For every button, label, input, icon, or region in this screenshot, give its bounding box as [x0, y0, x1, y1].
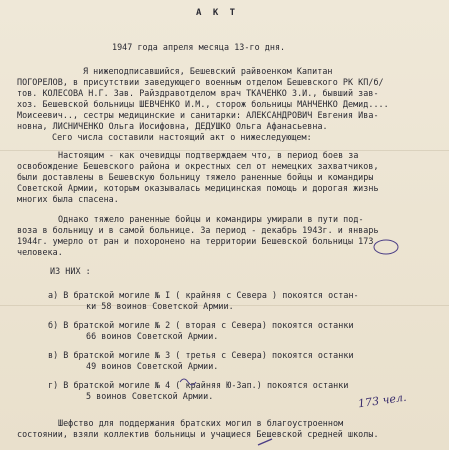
document-line: человека.: [17, 247, 63, 257]
list-heading: ИЗ НИХ :: [50, 266, 91, 276]
document-date-line: 1947 года апреля месяца 13-го дня.: [112, 42, 286, 52]
circle-mark: [374, 240, 398, 254]
document-line: были доставлены в Бешевскую больницу тяжело раненные бойцы и командиры: [17, 172, 374, 182]
document-line: многих была спасена.: [17, 194, 119, 204]
document-line: Советской Армии, которым оказывалась медицинская помощь и дорогая жизнь: [17, 183, 379, 193]
ink-stroke: [258, 439, 272, 445]
grave-item: в) В братской могиле № 3 ( третья с Севера) покоятся останки: [48, 350, 354, 360]
document-line: новна, ЛИСНИЧЕНКО Ольга Иосифовна, ДЕДУШКО Ольга Афанасьевна.: [17, 121, 328, 131]
document-title: А К Т: [196, 8, 239, 18]
grave-item: а) В братской могиле № I ( крайняя с Севера ) покоятся остан-: [48, 290, 359, 300]
document-line: состоянии, взяли коллектив больницы и учащиеся Бешевской средней школы.: [17, 429, 379, 439]
document-line: Настоящим - как очевидцы подтверждаем что, в период боев за: [58, 150, 359, 160]
document-line: Шефство для поддержания братских могил в благоустроенном: [58, 418, 344, 428]
handwritten-note: 173 чел.: [357, 390, 408, 411]
grave-item-cont: 66 воинов Советской Армии.: [86, 331, 219, 341]
document-line: Сего числа составили настоящий акт о нижеследующем:: [52, 132, 312, 142]
document-line: хоз. Бешевской больницы ШЕВЧЕНКО И.М., сторож больницы МАНЧЕНКО Демид....: [17, 99, 389, 109]
document-line: тов. КОЛЕСОВА Н.Г. Зав. Райздравотделом врач ТКАЧЕНКО З.И., бывший зав-: [17, 88, 379, 98]
ink-squiggle: [180, 379, 196, 385]
grave-item: г) В братской могиле № 4 ( крайняя Ю-Зап.) покоятся останки: [48, 380, 349, 390]
document-line: ПОГОРЕЛОВ, в присутствии заведующего военным отделом Бешевского РК КП/б/: [17, 77, 384, 87]
document-line: Однако тяжело раненные бойцы и командиры умирали в пути под-: [58, 214, 364, 224]
document-line: освобождение Бешевского района и окрестных сел от немецких захватчиков,: [17, 161, 379, 171]
grave-item: б) В братской могиле № 2 ( вторая с Севера) покоятся останки: [48, 320, 354, 330]
document-line: Я нижеподписавшийся, Бешевский райвоенком Капитан: [83, 66, 333, 76]
grave-item-cont: ки 58 воинов Советской Армии.: [86, 301, 234, 311]
document-line: 1944г. умерло от ран и похоронено на территории Бешевской больницы 173: [17, 236, 374, 246]
grave-item-cont: 49 воинов Советской Армии.: [86, 361, 219, 371]
document-line: Моисеевич.., сестры медицинские и санитарки: АЛЕКСАНДРОВИЧ Евгения Ива-: [17, 110, 379, 120]
grave-item-cont: 5 воинов Советской Армии.: [86, 391, 214, 401]
document-line: воза в больницу и в самой больнице. За период - декабрь 1943г. и январь: [17, 225, 379, 235]
